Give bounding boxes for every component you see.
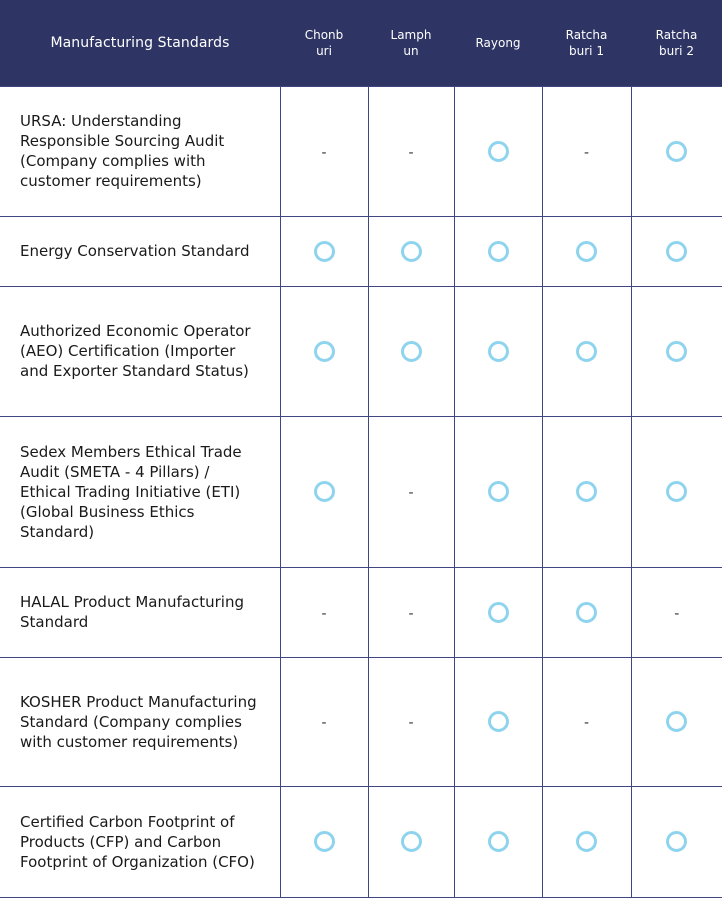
header-site-line: buri 2 [659,43,694,58]
dash-mark: - [583,715,590,731]
header-site-rayong [454,0,542,86]
circle-icon [576,602,597,623]
status-cell [368,657,454,786]
status-cell [368,786,454,897]
standard-name: Certified Carbon Footprint of Products (CFP) and Carbon Footprint of Organization (CFO) [0,786,280,897]
circle-icon [314,831,335,852]
table-row [0,86,722,216]
header-site-lamphun [368,0,454,86]
status-cell [631,286,722,416]
header-site-ratchaburi-1 [542,0,631,86]
dash-mark: - [321,144,327,161]
circle-icon [488,481,509,502]
circle-icon [401,831,422,852]
header-site-line: Ratcha [565,27,608,42]
header-site-chonburi [280,0,368,86]
status-cell [631,86,722,216]
status-cell [631,786,722,897]
header-site-ratchaburi-2 [631,0,722,86]
table-row [0,657,722,786]
status-cell [454,657,542,786]
circle-icon [314,241,335,262]
status-cell [542,786,631,897]
circle-icon [666,141,687,162]
dash-mark: - [583,144,590,161]
table-row [0,416,722,567]
dash-mark: - [408,144,414,161]
circle-icon [576,831,597,852]
dash-mark: - [408,605,414,622]
status-cell [542,286,631,416]
circle-icon [401,341,422,362]
circle-icon [488,241,509,262]
status-cell [454,567,542,657]
table-row [0,567,722,657]
status-cell [368,567,454,657]
status-cell [368,416,454,567]
dash-mark: - [408,485,414,501]
header-site-line: buri 1 [569,43,604,58]
circle-icon [576,341,597,362]
status-cell [631,216,722,286]
status-cell [280,286,368,416]
circle-icon [666,831,687,852]
status-cell [631,416,722,567]
status-cell [454,216,542,286]
status-cell [631,567,722,657]
circle-icon [666,711,687,732]
status-cell [368,286,454,416]
circle-icon [488,711,509,732]
standard-name: Authorized Economic Operator (AEO) Certification (Importer and Exporter Standard Status) [0,286,280,416]
status-cell [454,416,542,567]
status-cell [280,216,368,286]
dash-mark: - [408,715,414,731]
dash-mark: - [321,715,327,731]
header-site-line: Lamph [390,27,432,42]
header-site-line: Chonb [304,27,344,42]
standard-name: Sedex Members Ethical Trade Audit (SMETA - 4 Pillars) / Ethical Trading Initiative (ETI) (Global Business Ethics Standard) [0,416,280,567]
header-site-line: uri [316,43,332,58]
status-cell [368,86,454,216]
status-cell [280,567,368,657]
circle-icon [314,341,335,362]
circle-icon [576,241,597,262]
circle-icon [488,341,509,362]
status-cell [542,86,631,216]
circle-icon [666,241,687,262]
circle-icon [576,481,597,502]
status-cell [454,86,542,216]
circle-icon [666,481,687,502]
status-cell [454,286,542,416]
status-cell [631,657,722,786]
status-cell [542,416,631,567]
standard-name: HALAL Product Manufacturing Standard [0,567,280,657]
status-cell [542,216,631,286]
table-row [0,286,722,416]
table-header [0,0,722,86]
table-row [0,216,722,286]
status-cell [542,567,631,657]
dash-mark: - [321,605,327,622]
circle-icon [666,341,687,362]
table-body [0,86,722,897]
standard-name: KOSHER Product Manufacturing Standard (Company complies with customer requirements) [0,657,280,786]
header-site-line: Ratcha [655,27,698,42]
dash-mark: - [674,605,680,622]
header-standards: Manufacturing Standards [0,0,280,86]
status-cell [280,416,368,567]
circle-icon [314,481,335,502]
header-site-line: Rayong [475,35,521,50]
header-site-line: un [403,43,419,58]
status-cell [280,786,368,897]
status-cell [280,86,368,216]
circle-icon [488,602,509,623]
circle-icon [488,141,509,162]
status-cell [368,216,454,286]
circle-icon [488,831,509,852]
table-row [0,786,722,897]
status-cell [542,657,631,786]
status-cell [454,786,542,897]
circle-icon [401,241,422,262]
status-cell [280,657,368,786]
standard-name: Energy Conservation Standard [0,216,280,286]
standard-name: URSA: Understanding Responsible Sourcing Audit (Company complies with customer requirements) [0,86,280,216]
